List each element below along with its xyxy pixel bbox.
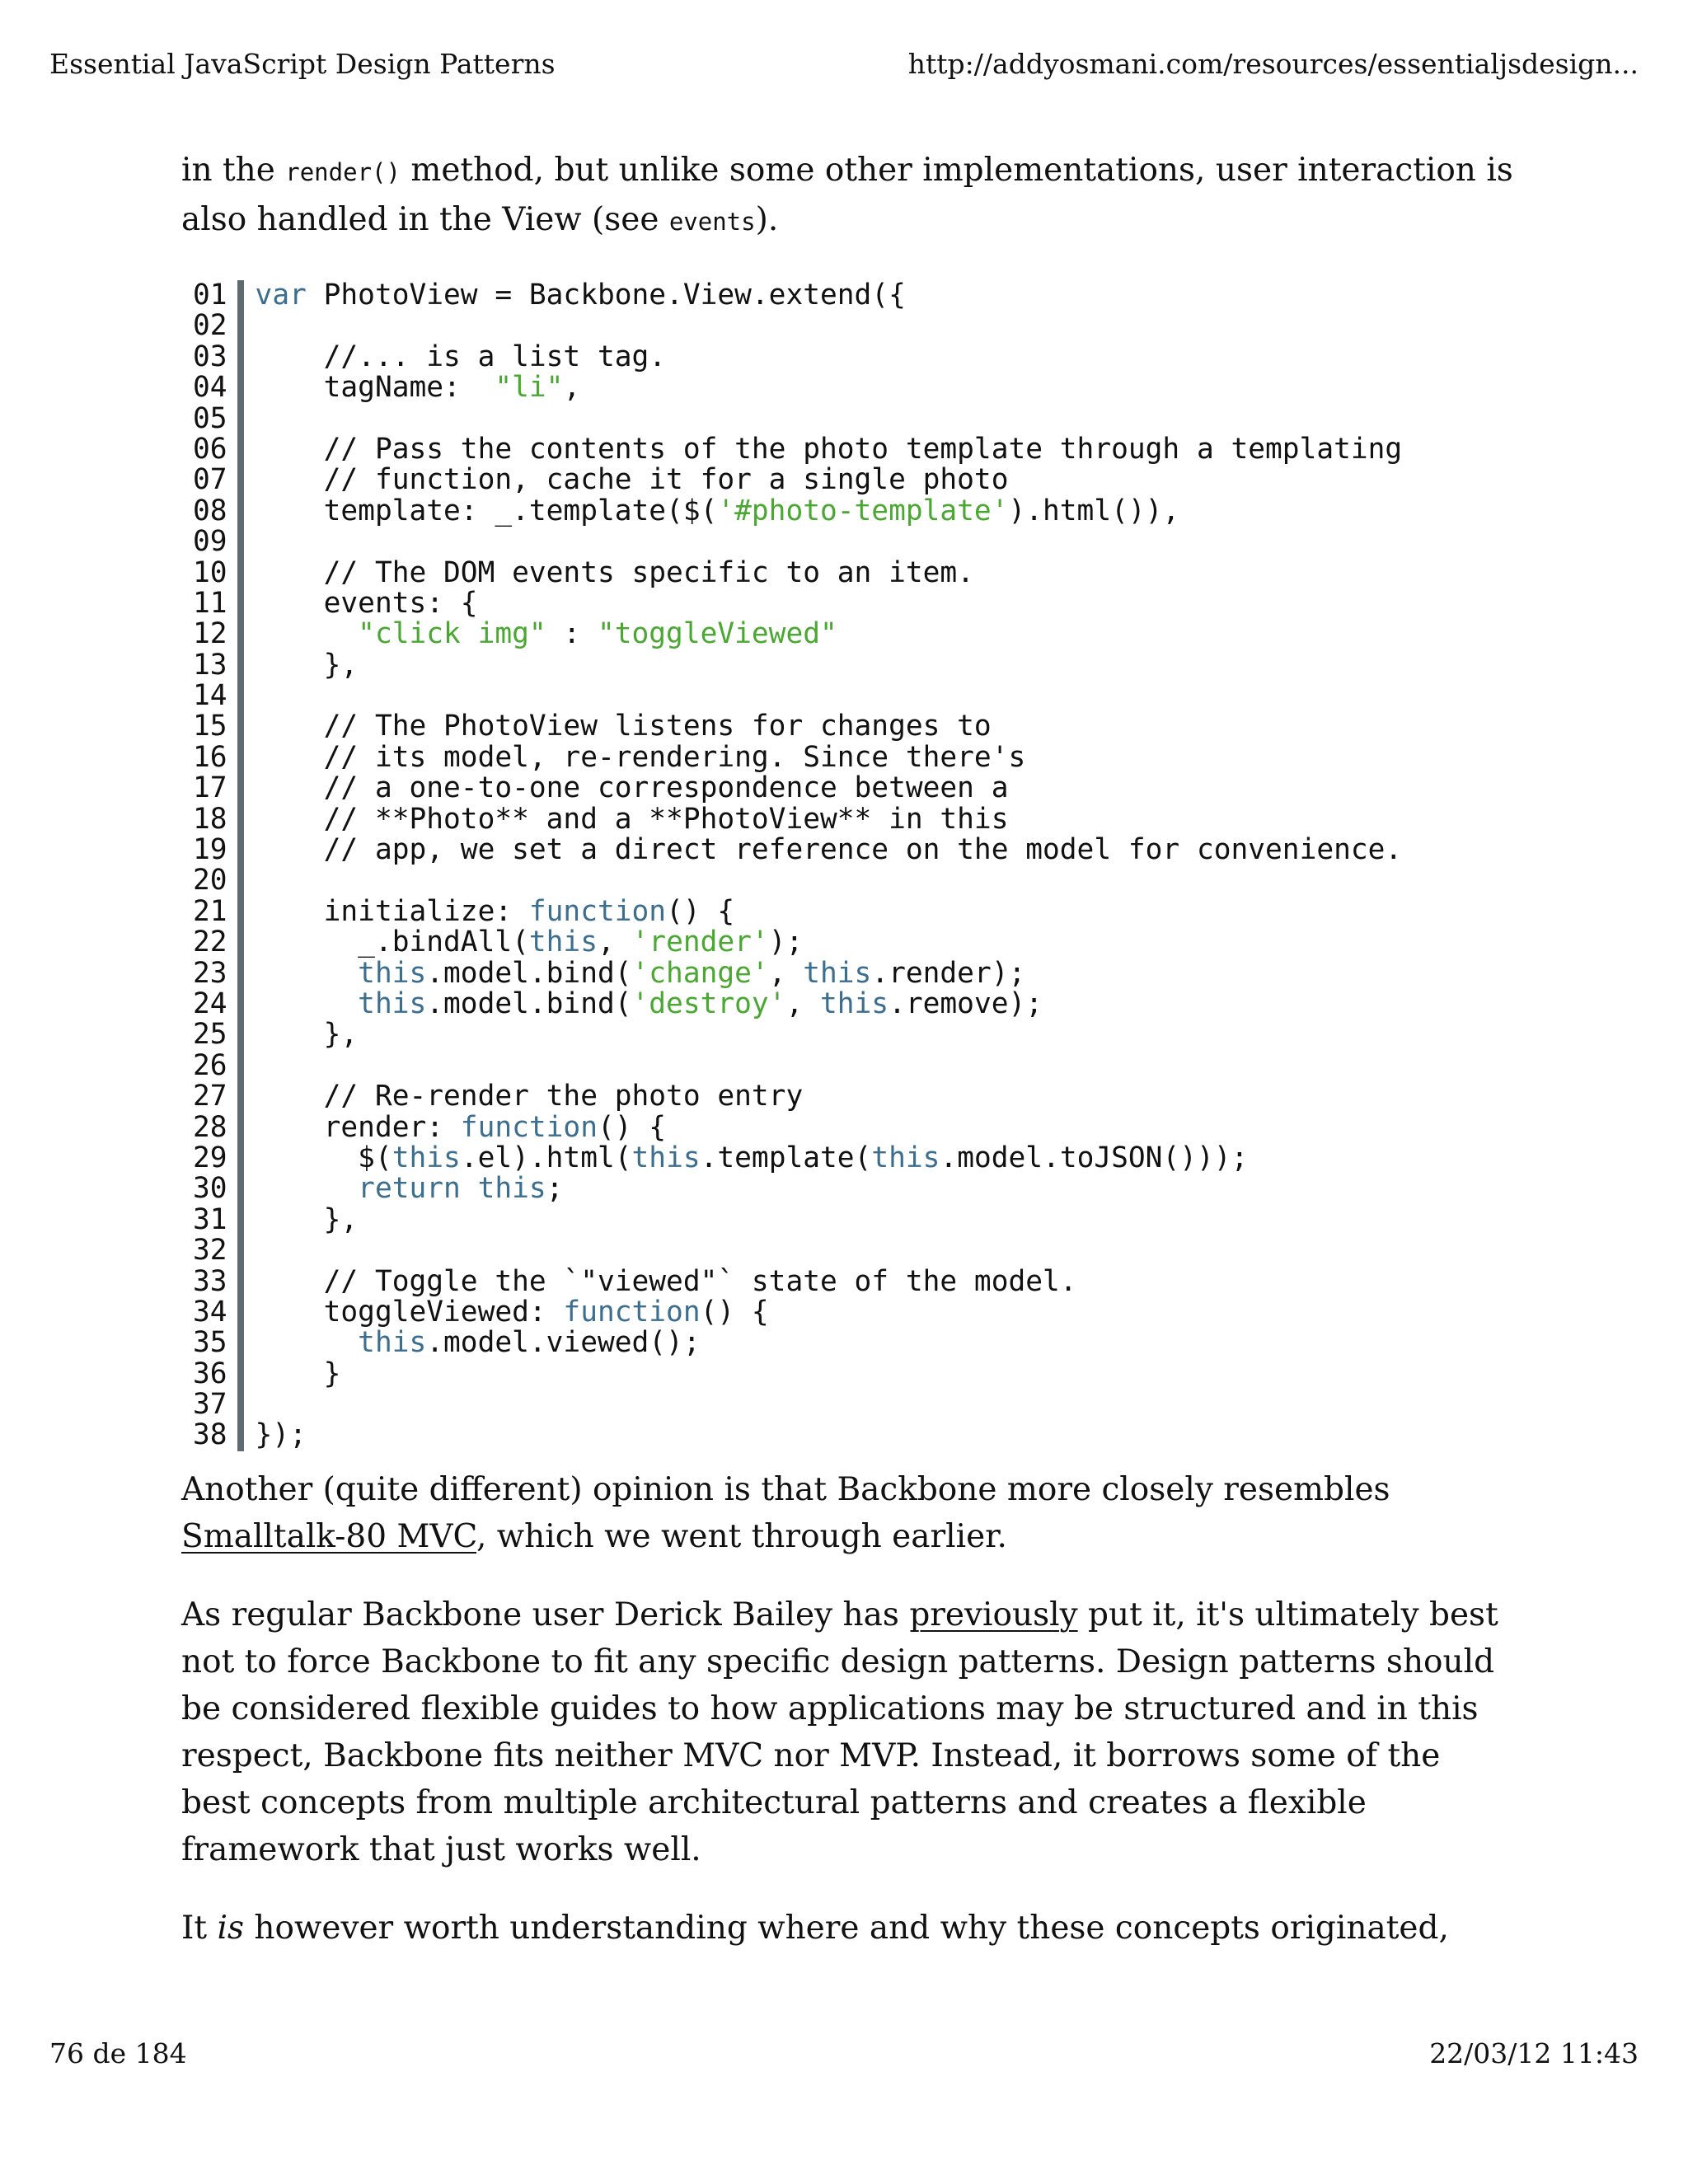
code-text: () {: [666, 894, 735, 928]
code-text: });: [255, 1418, 307, 1452]
line-number: 18: [193, 802, 227, 836]
code-text: .model.viewed();: [426, 1326, 701, 1360]
code-text: ,: [597, 926, 632, 959]
code-text: .model.toJSON()));: [940, 1141, 1249, 1174]
code-keyword: function: [528, 894, 667, 928]
line-number: 03: [193, 340, 227, 373]
smalltalk-mvc-link[interactable]: Smalltalk-80 MVC: [181, 1517, 476, 1555]
code-string: '#photo-template': [717, 494, 1009, 527]
code-line: [256, 927, 1403, 958]
code-text: // The PhotoView listens for changes to: [255, 710, 992, 743]
code-line: [256, 1420, 1403, 1451]
code-keyword: this: [477, 1172, 546, 1206]
line-number: 12: [193, 617, 227, 651]
line-number: 11: [193, 586, 227, 620]
code-string: 'change': [631, 956, 769, 990]
code-line: [256, 527, 1403, 557]
line-number-gutter: [193, 280, 244, 1451]
page-counter: 76 de 184: [49, 2037, 187, 2069]
print-datetime: 22/03/12 11:43: [1429, 2037, 1639, 2069]
line-number: 04: [193, 371, 227, 405]
code-line: [256, 1328, 1403, 1358]
paragraph-derick-text-2: put it, it's ultimately best not to force Backbone to fit any specific design patterns. Design patterns should be considered flexible guides to how applications may be structured and in this respect, Backbone fits neither MVC nor MVP. Instead, it borrows some of the best concepts from multiple architectural patterns and creates a flexible framework that just works well.: [181, 1596, 1498, 1868]
page-content: [181, 147, 1517, 1952]
line-number: 29: [193, 1141, 227, 1174]
code-line: [256, 1019, 1403, 1050]
line-number: 19: [193, 833, 227, 867]
code-text: toggleViewed:: [255, 1295, 564, 1329]
code-line: [256, 1297, 1403, 1328]
code-text: () {: [700, 1295, 769, 1329]
code-text: events: {: [255, 586, 478, 620]
line-number: 35: [193, 1326, 227, 1360]
code-keyword: function: [563, 1295, 701, 1329]
paragraph-origins-text-2: however worth understanding where and why these concepts originated,: [243, 1909, 1449, 1947]
line-number: 01: [193, 279, 227, 312]
source-url: http://addyosmani.com/resources/essentialjsdesign...: [907, 48, 1639, 80]
line-number: 27: [193, 1080, 227, 1113]
code-line: [256, 835, 1403, 865]
line-number: 14: [193, 679, 227, 713]
line-number: 26: [193, 1048, 227, 1082]
code-keyword: this: [631, 1141, 701, 1174]
code-text: PhotoView = Backbone.View.extend({: [306, 279, 906, 312]
code-line: [256, 496, 1403, 527]
code-keyword: this: [392, 1141, 461, 1174]
line-number: 02: [193, 309, 227, 343]
code-line: [256, 804, 1403, 835]
code-text: },: [255, 1018, 359, 1052]
code-text: [256, 957, 359, 990]
code-lines: [244, 280, 1403, 1451]
code-line: [255, 1264, 1403, 1298]
code-keyword: this: [803, 956, 872, 990]
code-line: [256, 1174, 1403, 1204]
code-line: [256, 434, 1403, 465]
paragraph-origins: [181, 1905, 1517, 1952]
code-line: [256, 865, 1403, 896]
code-text: // The DOM events specific to an item.: [255, 555, 974, 589]
line-number: 15: [193, 710, 227, 743]
code-text: _.bindAll(: [255, 926, 529, 959]
code-text: ,: [785, 987, 820, 1020]
intro-paragraph: [181, 147, 1517, 246]
code-keyword: this: [358, 956, 427, 990]
line-number: 09: [193, 525, 227, 559]
code-text: ).html()),: [1008, 494, 1180, 527]
code-keyword: this: [358, 1326, 427, 1360]
code-text: },: [255, 648, 359, 682]
code-line: [255, 740, 1403, 774]
code-line: [255, 1110, 1403, 1144]
code-text: $(: [255, 1141, 392, 1174]
previously-link[interactable]: previously: [909, 1596, 1078, 1633]
code-text: // its model, re-rendering. Since there's: [255, 740, 1026, 774]
code-text: },: [255, 1202, 359, 1236]
line-number: 25: [193, 1018, 227, 1052]
code-line: [256, 1143, 1403, 1174]
line-number: 23: [193, 956, 227, 990]
code-text: // function, cache it for a single photo: [255, 463, 1009, 497]
code-listing: [193, 280, 1517, 1451]
code-string: "toggleViewed": [597, 617, 837, 651]
code-line: [255, 894, 1403, 928]
line-number: 06: [193, 432, 227, 466]
code-line: [256, 650, 1403, 681]
code-text: .remove);: [889, 987, 1043, 1020]
code-text: // Toggle the `"viewed"` state of the model.: [255, 1264, 1077, 1298]
code-text: () {: [597, 1110, 667, 1144]
code-text: // Pass the contents of the photo template through a templating: [255, 432, 1403, 466]
code-text: .template(: [700, 1141, 872, 1174]
paragraph-derick-text-1: As regular Backbone user Derick Bailey has: [181, 1596, 910, 1633]
intro-text-3: ).: [755, 201, 779, 238]
emphasis-is: is: [217, 1909, 244, 1947]
code-text: [256, 987, 359, 1020]
code-text: }: [255, 1357, 341, 1390]
inline-code-render: render(): [285, 158, 401, 186]
code-string: "click img": [358, 617, 546, 651]
line-number: 24: [193, 987, 227, 1020]
paragraph-derick-bailey: [181, 1591, 1517, 1873]
code-keyword: this: [358, 987, 427, 1020]
paragraph-origins-text-1: It: [181, 1909, 218, 1947]
code-text: ,: [768, 956, 804, 990]
code-text: //... is a list tag.: [255, 340, 667, 373]
line-number: 08: [193, 494, 227, 527]
code-line: [256, 280, 1403, 311]
code-text: .model.bind(: [426, 987, 632, 1020]
code-line: [256, 1390, 1403, 1420]
code-line: [256, 465, 1403, 495]
code-line: [256, 404, 1403, 434]
line-number: 32: [193, 1234, 227, 1268]
code-keyword: this: [871, 1141, 940, 1174]
code-text: initialize:: [255, 894, 529, 928]
code-line: [256, 681, 1403, 711]
code-line: [256, 1235, 1403, 1266]
line-number: 36: [193, 1357, 227, 1390]
code-text: );: [768, 926, 804, 959]
code-text: tagName:: [255, 371, 495, 405]
line-number: 21: [193, 894, 227, 928]
line-number: 30: [193, 1172, 227, 1206]
code-text: ,: [563, 371, 581, 405]
code-text: :: [546, 617, 598, 651]
code-line: [256, 958, 1403, 989]
code-text: // app, we set a direct reference on the model for convenience.: [255, 833, 1403, 867]
code-text: [461, 1172, 478, 1205]
line-number: 38: [193, 1418, 227, 1452]
code-line: [256, 619, 1403, 649]
line-number: 10: [193, 555, 227, 589]
code-text: // a one-to-one correspondence between a: [255, 771, 1009, 805]
code-keyword: function: [460, 1110, 598, 1144]
code-text: [256, 1172, 359, 1205]
line-number: 05: [193, 401, 227, 435]
code-line: [256, 989, 1403, 1019]
line-number: 33: [193, 1264, 227, 1298]
intro-text-1: in the: [181, 152, 286, 189]
code-line: [256, 373, 1403, 403]
code-line: [256, 1081, 1403, 1112]
code-text: // Re-render the photo entry: [255, 1080, 804, 1113]
line-number: 31: [193, 1202, 227, 1236]
code-string: 'render': [631, 926, 769, 959]
code-text: render:: [255, 1110, 461, 1144]
code-keyword: var: [255, 279, 307, 312]
line-number: 28: [193, 1110, 227, 1144]
code-text: template: _.template($(: [255, 494, 718, 527]
line-number: 13: [193, 648, 227, 682]
code-line: [256, 588, 1403, 619]
code-string: "li": [495, 371, 564, 405]
code-keyword: this: [528, 926, 598, 959]
code-line: [255, 1202, 1403, 1236]
paragraph-smalltalk: [181, 1466, 1517, 1560]
page-header: [49, 48, 1639, 94]
intro-text-2: method, but unlike some other implementations, user interaction is also handled in the View (see: [181, 152, 1513, 238]
code-keyword: return: [358, 1172, 461, 1206]
code-text: [256, 1326, 359, 1359]
line-number: 37: [193, 1388, 227, 1422]
code-text: [256, 617, 359, 650]
code-line: [256, 711, 1403, 742]
code-text: // **Photo** and a **PhotoView** in this: [255, 802, 1009, 836]
code-string: 'destroy': [631, 987, 786, 1020]
paragraph-smalltalk-text-1: Another (quite different) opinion is that Backbone more closely resembles: [181, 1470, 1390, 1508]
code-text: .render);: [871, 956, 1026, 990]
code-text: .el).html(: [460, 1141, 632, 1174]
code-line: [256, 311, 1403, 341]
line-number: 07: [193, 463, 227, 497]
code-line: [255, 555, 1403, 589]
code-line: [256, 342, 1403, 373]
code-text: .model.bind(: [426, 956, 632, 990]
line-number: 17: [193, 771, 227, 805]
line-number: 34: [193, 1295, 227, 1329]
line-number: 16: [193, 740, 227, 774]
code-line: [256, 1051, 1403, 1081]
code-line: [256, 773, 1403, 804]
line-number: 22: [193, 926, 227, 959]
document-title: Essential JavaScript Design Patterns: [49, 48, 556, 80]
line-number: 20: [193, 864, 227, 898]
paragraph-smalltalk-text-2: , which we went through earlier.: [476, 1517, 1007, 1555]
inline-code-events: events: [668, 208, 756, 236]
code-keyword: this: [820, 987, 889, 1020]
code-line: [256, 1359, 1403, 1390]
code-text: ;: [546, 1172, 564, 1206]
